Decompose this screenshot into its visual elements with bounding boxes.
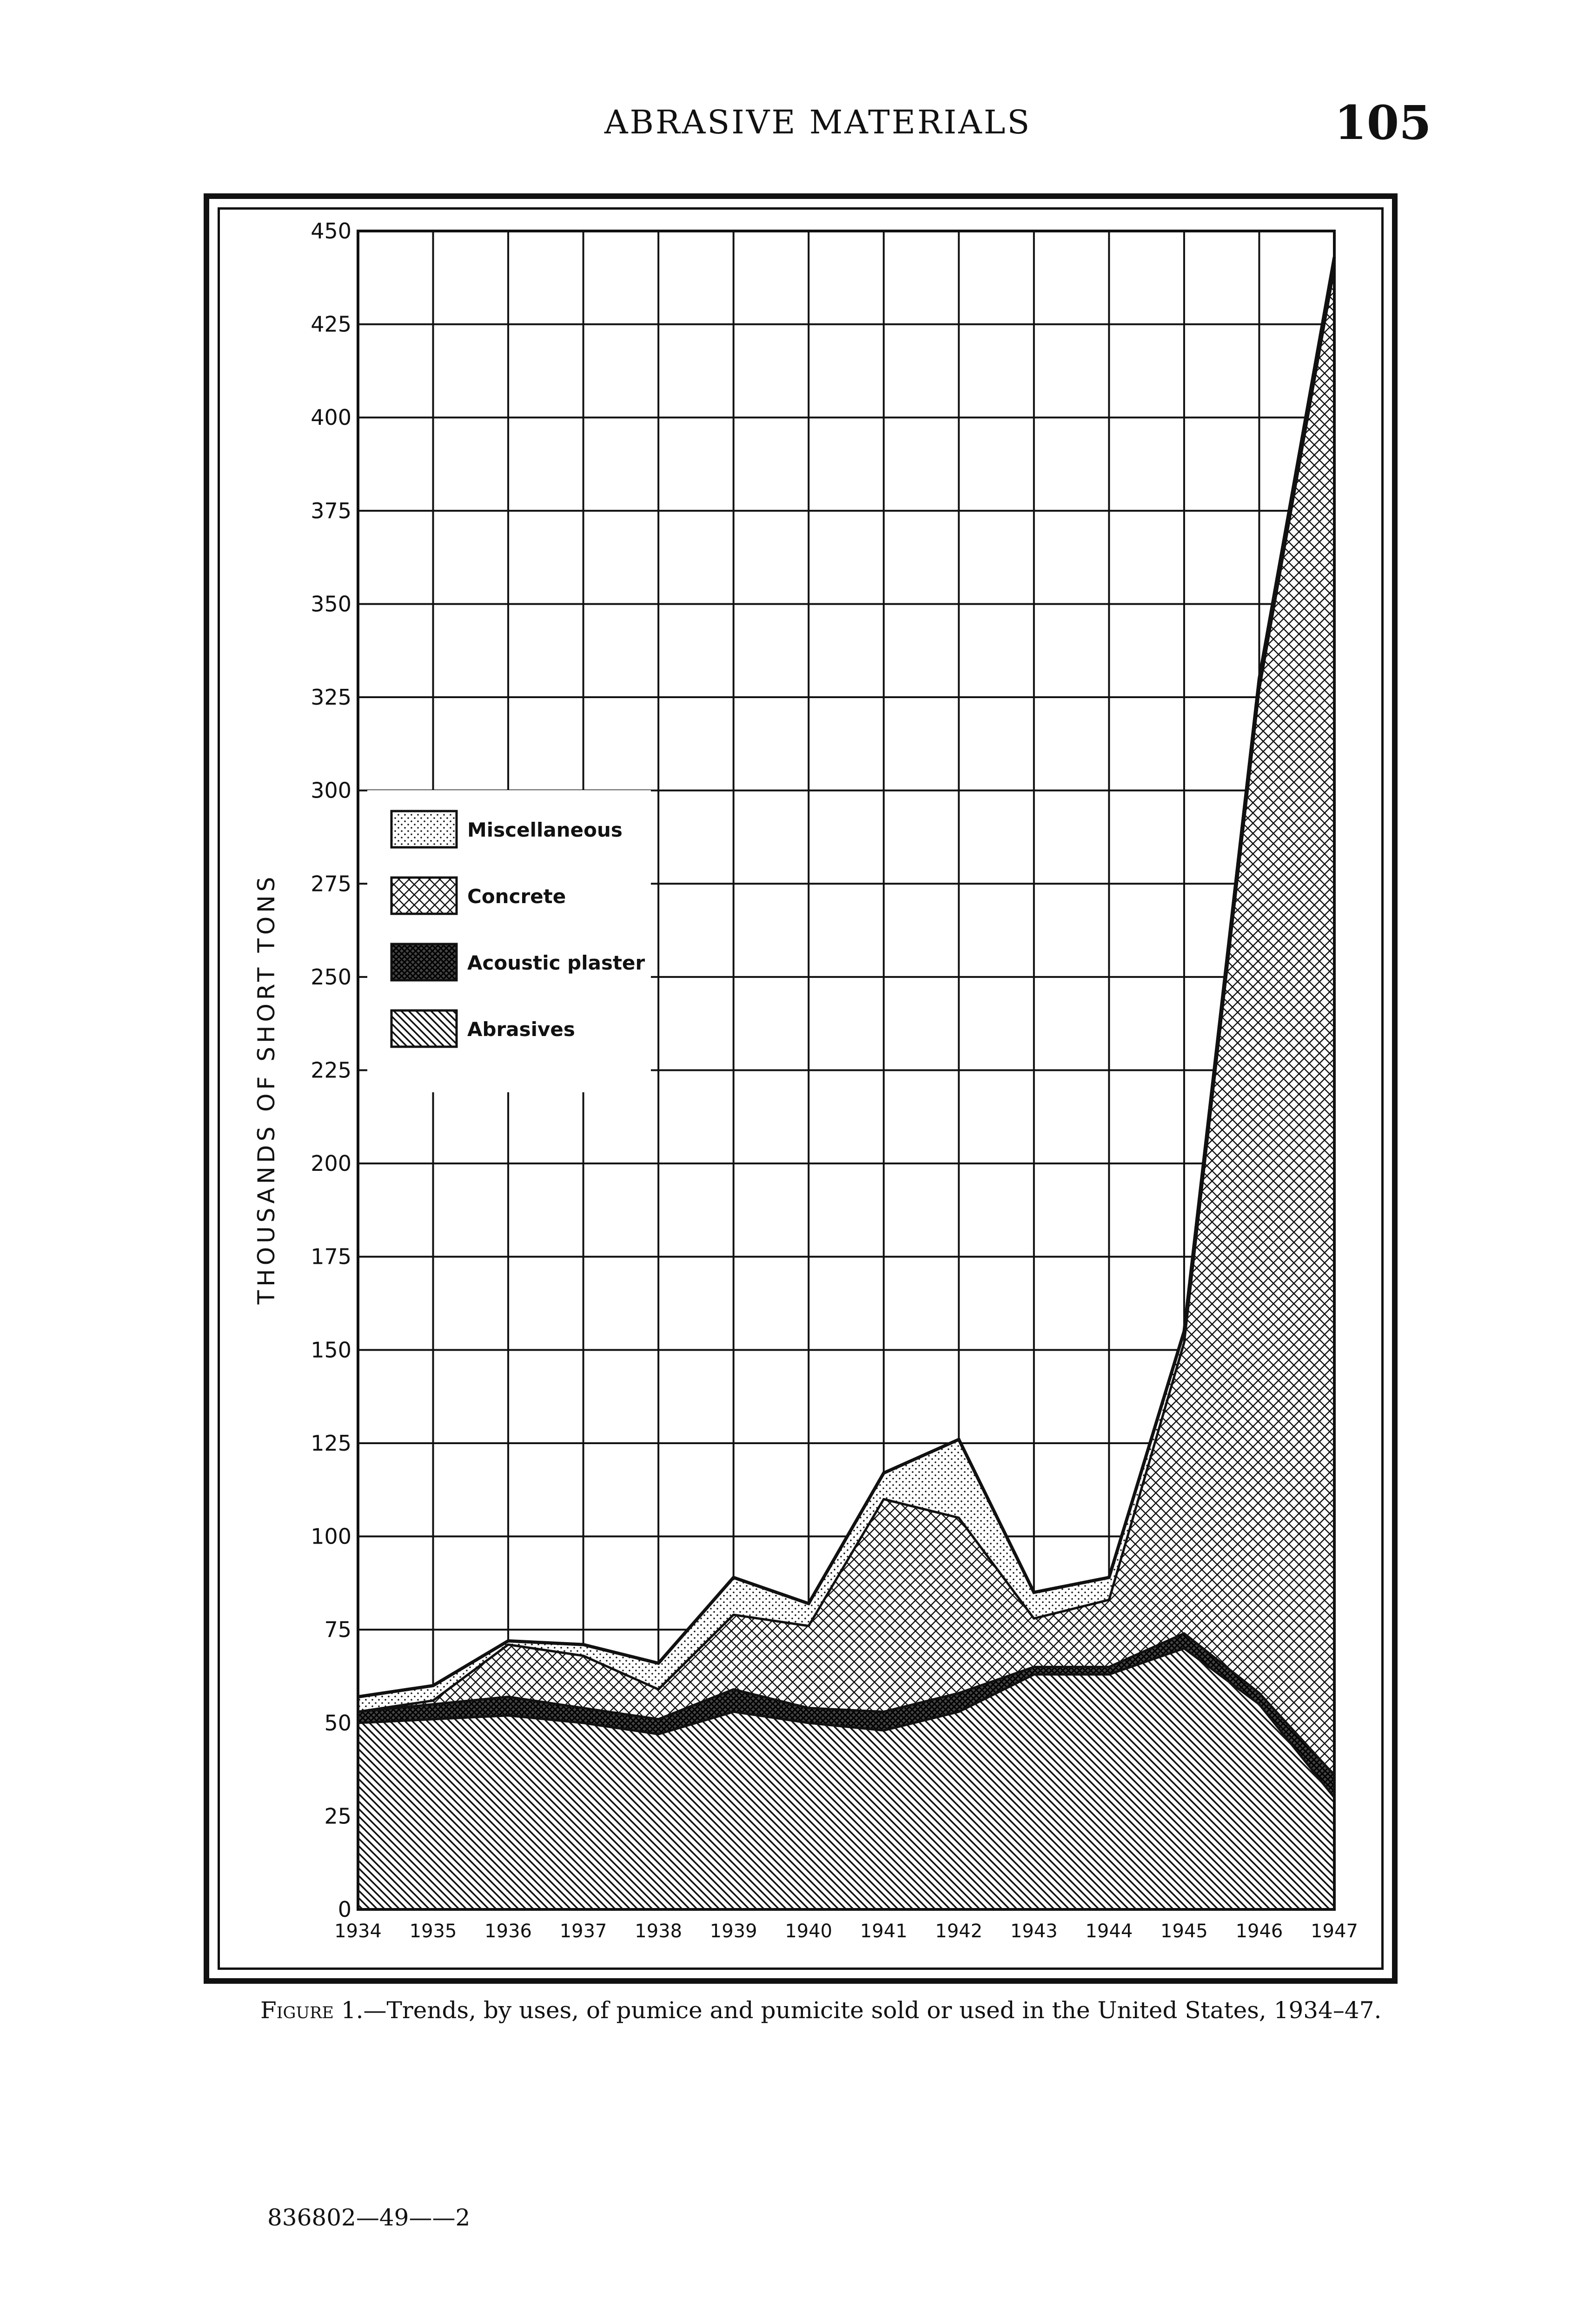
- y-tick-label: 25: [324, 1803, 351, 1829]
- y-tick-label: 400: [311, 405, 351, 430]
- x-tick-label: 1939: [709, 1921, 757, 1942]
- x-tick-label: 1941: [860, 1921, 908, 1942]
- legend-swatch-concrete: [391, 878, 457, 914]
- y-tick-label: 75: [324, 1617, 351, 1643]
- caption-label: Figure 1.: [260, 1997, 364, 2024]
- y-tick-label: 250: [311, 964, 351, 990]
- y-tick-label: 450: [311, 218, 351, 244]
- x-tick-label: 1940: [785, 1921, 833, 1942]
- legend: [367, 790, 651, 1092]
- x-tick-label: 1934: [334, 1921, 382, 1942]
- x-tick-label: 1944: [1085, 1921, 1133, 1942]
- plate-number: 836802—49——2: [267, 2204, 471, 2231]
- x-tick-label: 1943: [1010, 1921, 1058, 1942]
- y-tick-label: 225: [311, 1057, 351, 1083]
- legend-swatch-abrasives: [391, 1010, 457, 1047]
- y-tick-label: 350: [311, 591, 351, 617]
- x-tick-label: 1936: [484, 1921, 532, 1942]
- y-tick-label: 150: [311, 1337, 351, 1363]
- y-tick-label: 50: [324, 1710, 351, 1736]
- y-tick-label: 300: [311, 778, 351, 803]
- figure-caption: [260, 1997, 1423, 2024]
- y-tick-label: 275: [311, 871, 351, 897]
- legend-swatch-miscellaneous: [391, 811, 457, 847]
- x-tick-label: 1938: [635, 1921, 683, 1942]
- page-number: 105: [1334, 95, 1432, 150]
- y-tick-label: 175: [311, 1244, 351, 1269]
- legend-label-concrete: Concrete: [467, 885, 566, 908]
- x-tick-label: 1935: [409, 1921, 457, 1942]
- legend-label-miscellaneous: Miscellaneous: [467, 819, 623, 841]
- y-tick-label: 325: [311, 685, 351, 710]
- y-tick-label: 425: [311, 311, 351, 337]
- x-tick-label: 1945: [1160, 1921, 1208, 1942]
- legend-swatch-acoustic-plaster: [391, 944, 457, 980]
- y-tick-label: 100: [311, 1524, 351, 1549]
- x-tick-label: 1947: [1311, 1921, 1358, 1942]
- y-tick-label: 375: [311, 498, 351, 523]
- y-axis-label: THOUSANDS OF SHORT TONS: [253, 873, 280, 1305]
- legend-label-acoustic-plaster: Acoustic plaster: [467, 951, 645, 974]
- x-tick-label: 1937: [559, 1921, 607, 1942]
- y-tick-label: 125: [311, 1430, 351, 1456]
- x-tick-label: 1946: [1235, 1921, 1283, 1942]
- running-head: ABRASIVE MATERIALS: [604, 103, 1032, 141]
- x-tick-label: 1942: [935, 1921, 983, 1942]
- caption-text: —Trends, by uses, of pumice and pumicite sold or used in the United States, 1934–47.: [363, 1997, 1382, 2024]
- y-tick-label: 200: [311, 1151, 351, 1176]
- y-tick-label: 0: [338, 1897, 351, 1922]
- legend-label-abrasives: Abrasives: [467, 1018, 575, 1041]
